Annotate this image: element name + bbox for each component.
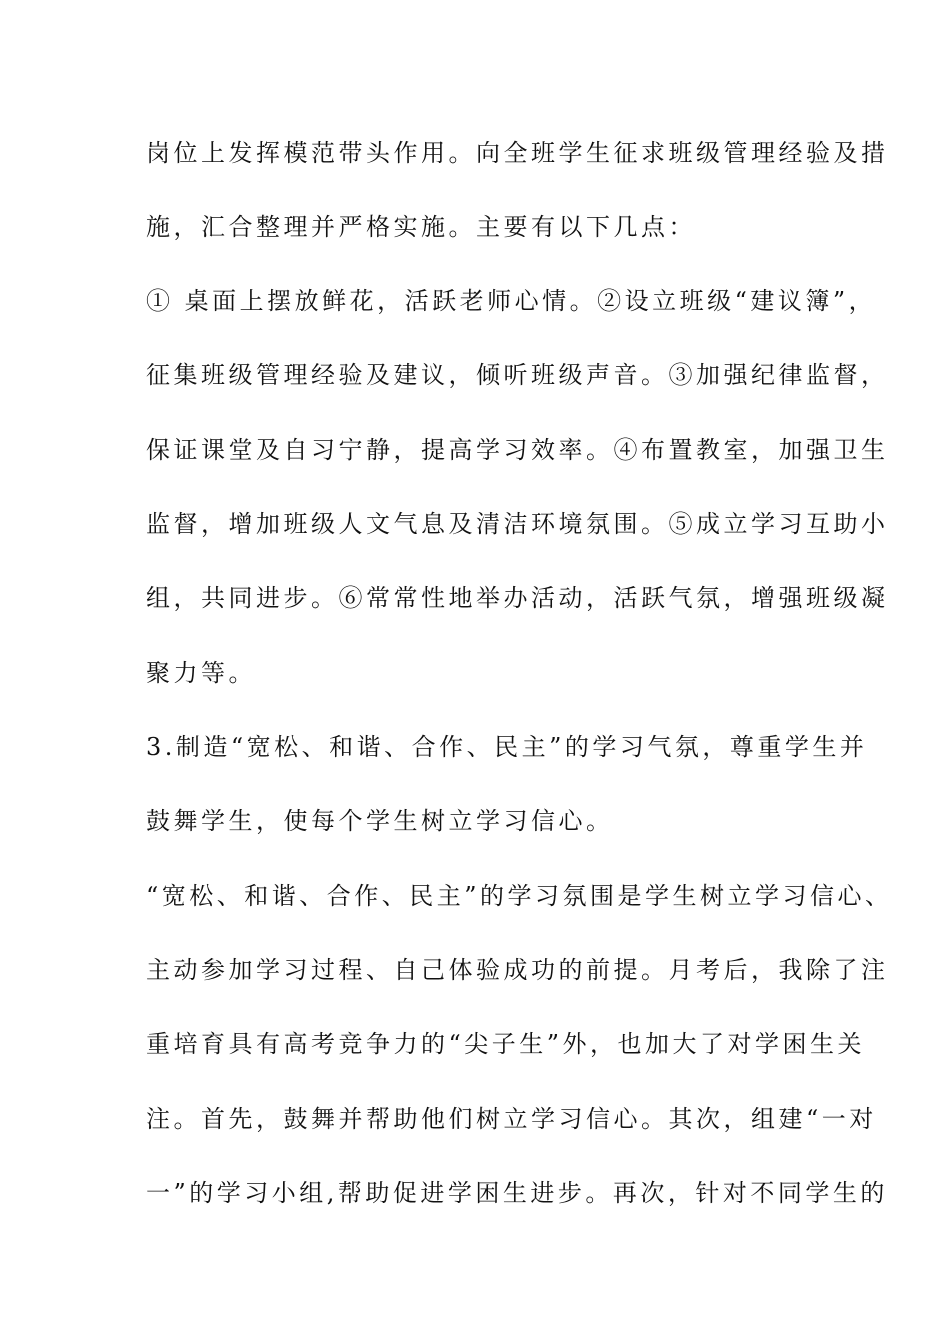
text-line: 保证课堂及自习宁静，提高学习效率。④布置教室，加强卫生 [146, 436, 889, 464]
text-line: 鼓舞学生，使每个学生树立学习信心。 [146, 807, 614, 835]
text-line: 组，共同进步。⑥常常性地举办活动，活跃气氛，增强班级凝 [146, 584, 889, 612]
text-line: 施，汇合整理并严格实施。主要有以下几点： [146, 213, 696, 241]
text-line: 注。首先，鼓舞并帮助他们树立学习信心。其次，组建“一对 [146, 1105, 877, 1133]
text-line: 岗位上发挥模范带头作用。向全班学生征求班级管理经验及措 [146, 139, 889, 167]
text-line: 主动参加学习过程、自己体验成功的前提。月考后，我除了注 [146, 956, 889, 984]
text-line: 聚力等。 [146, 659, 256, 687]
text-line: ① 桌面上摆放鲜花，活跃老师心情。②设立班级“建议簿”， [146, 287, 877, 315]
text-line: 重培育具有高考竞争力的“尖子生”外，也加大了对学困生关 [146, 1030, 866, 1058]
text-line: 监督，增加班级人文气息及清洁环境氛围。⑤成立学习互助小 [146, 510, 889, 538]
text-line: “宽松、和谐、合作、民主”的学习氛围是学生树立学习信心、 [146, 882, 893, 910]
text-line: 一”的学习小组,帮助促进学困生进步。再次，针对不同学生的 [146, 1179, 888, 1207]
text-line: 3.制造“宽松、和谐、合作、民主”的学习气氛，尊重学生并 [146, 733, 868, 761]
text-line: 征集班级管理经验及建议，倾听班级声音。③加强纪律监督， [146, 361, 889, 389]
